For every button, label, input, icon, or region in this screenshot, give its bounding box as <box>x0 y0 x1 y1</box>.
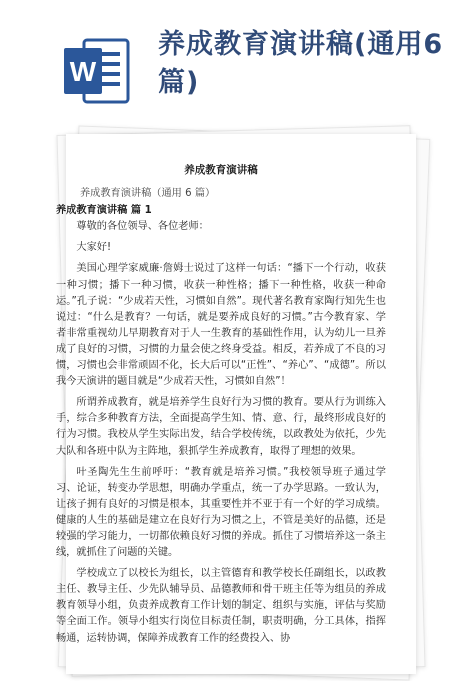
paragraph: 尊敬的各位领导、各位老师： <box>76 221 209 233</box>
word-document-icon <box>62 38 132 104</box>
document-subtitle: 养成教育演讲稿（通用 6 篇） <box>80 188 216 200</box>
svg-text:W: W <box>69 56 97 87</box>
document-body <box>56 162 386 647</box>
paragraph: 叶圣陶先生生前呼吁：“教育就是培养习惯。”我校领导班子通过学习、论证，转变办学思想，明确办学重点，统一了办学思路。一致认为，让孩子拥有良好的习惯是根本，其重要性并不亚于有一个好的学习成绩。健康的人生的基础是建立在良好行为习惯之上，不管是美好的品德，还是较强的学习能力，一切都依赖良好习惯的养成。抓住了习惯培养这一条主线，就抓住了问题的关键。 <box>56 466 386 559</box>
title-banner <box>0 0 474 125</box>
document-title: 养成教育演讲稿 <box>184 164 258 176</box>
page-title: 养成教育演讲稿(通用6篇) <box>158 29 444 98</box>
paragraph: 学校成立了以校长为组长，以主管德育和教学校长任副组长，以政教主任、教导主任、少先队辅导员、品德教师和骨干班主任等为组员的养成教育领导小组，负责养成教育工作计划的制定、组织与实施，评估与奖励等全面工作。领导小组实行岗位目标责任制，职责明确，分工具体，指挥畅通，运转协调，保障养成教育工作的经费投入、协 <box>56 568 386 644</box>
section-heading: 养成教育演讲稿 篇 1 <box>56 205 152 217</box>
paragraph: 美国心理学家威廉·詹姆士说过了这样一句话：“播下一个行动，收获一种习惯；播下一种习惯，收获一种性格；播下一种性格，收获一种命运。”孔子说：“少成若天性，习惯如自然”。现代著名教育家陶行知先生也说过：“什么是教育？一句话，就是要养成良好的习惯。”古今教育家、学者非常重视幼儿早期教育对于人一生教育的基础性作用，认为幼儿一旦养成了良好的习惯，习惯的力量会使之终身受益。相反，若养成了不良的习惯，习惯也会非常顽固不化，长大后可以“正性”、“养心”、“成德”。所以我今天演讲的题目就是“少成若天性，习惯如自然”！ <box>56 263 386 388</box>
paragraph: 所谓养成教育，就是培养学生良好行为习惯的教育。要从行为训练入手，综合多种教育方法，全面提高学生知、情、意、行，最终形成良好的行为习惯。我校从学生实际出发，结合学校传统，以政教处为依托，少先大队和各班中队为主阵地，狠抓学生养成教育，取得了理想的效果。 <box>56 397 386 457</box>
paragraph: 大家好! <box>76 242 112 254</box>
